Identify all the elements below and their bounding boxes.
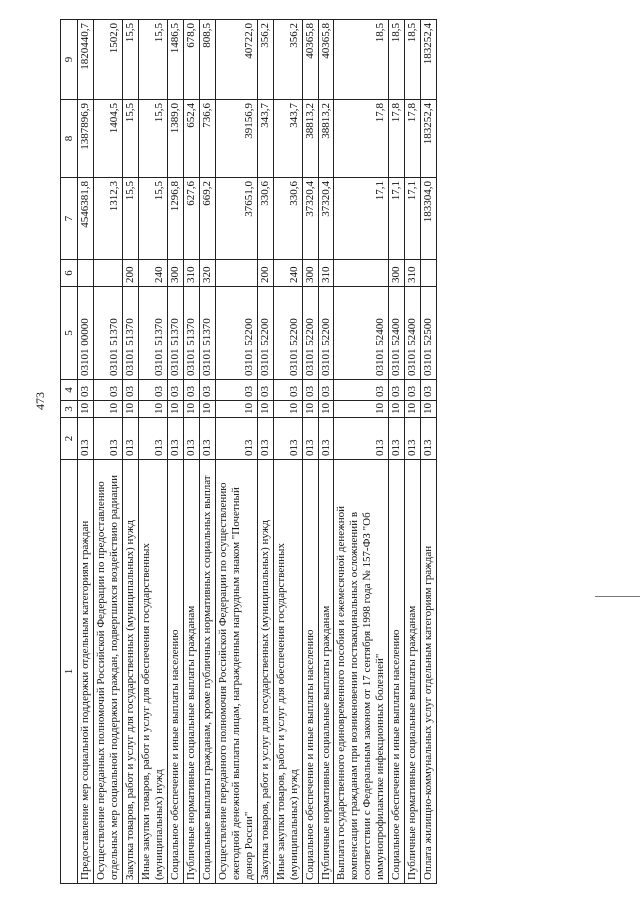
column-header: 3	[61, 401, 78, 418]
amount-year3-cell: 678,0	[183, 20, 199, 100]
subsection-cell: 03	[302, 380, 318, 401]
amount-year1-cell: 183304,0	[421, 178, 437, 260]
amount-year2-cell: 15,5	[122, 100, 138, 178]
ministry-code-cell: 013	[389, 418, 405, 460]
amount-year2-cell: 183252,4	[421, 100, 437, 178]
row-name-cell: Осуществление переданных полномочий Российской Федерации по предоставлению отдельных мер социальной поддержки граждан, подвергшихся воздействию радиации	[93, 460, 122, 884]
expense-type-cell: 300	[389, 260, 405, 287]
target-article-cell: 03101 52200	[318, 287, 334, 380]
row-name-cell: Осуществление переданного полномочия Российской Федерации по осуществлению ежегодной денежной выплаты лицам, награжденным нагрудным знаком "Почетный донор России"	[215, 460, 257, 884]
amount-year3-cell: 18,5	[405, 20, 421, 100]
section-cell: 10	[318, 401, 334, 418]
target-article-cell: 03101 52200	[273, 287, 302, 380]
section-cell: 10	[302, 401, 318, 418]
table-row	[421, 20, 437, 884]
subsection-cell: 03	[421, 380, 437, 401]
ministry-code-cell: 013	[257, 418, 273, 460]
section-cell: 10	[334, 401, 389, 418]
table-row	[167, 20, 183, 884]
ministry-code-cell: 013	[421, 418, 437, 460]
column-header: 2	[61, 418, 78, 460]
amount-year1-cell: 330,6	[257, 178, 273, 260]
amount-year2-cell: 1387896,9	[78, 100, 94, 178]
subsection-cell: 03	[334, 380, 389, 401]
table-row	[138, 20, 167, 884]
amount-year1-cell: 17,1	[389, 178, 405, 260]
target-article-cell: 03101 51370	[167, 287, 183, 380]
subsection-cell: 03	[167, 380, 183, 401]
table-row	[273, 20, 302, 884]
amount-year3-cell: 356,2	[273, 20, 302, 100]
table-row	[389, 20, 405, 884]
section-cell: 10	[122, 401, 138, 418]
section-cell: 10	[167, 401, 183, 418]
row-name-cell: Предоставление мер социальной поддержки отдельным категориям граждан	[78, 460, 94, 884]
ministry-code-cell: 013	[302, 418, 318, 460]
expense-type-cell	[334, 260, 389, 287]
amount-year2-cell: 343,7	[257, 100, 273, 178]
table-row	[183, 20, 199, 884]
expense-type-cell	[421, 260, 437, 287]
table-row	[93, 20, 122, 884]
rotated-page	[60, 20, 629, 884]
subsection-cell: 03	[273, 380, 302, 401]
column-header: 5	[61, 287, 78, 380]
amount-year2-cell: 17,8	[405, 100, 421, 178]
section-cell: 10	[138, 401, 167, 418]
subsection-cell: 03	[215, 380, 257, 401]
amount-year2-cell: 1389,0	[167, 100, 183, 178]
amount-year3-cell: 40365,8	[318, 20, 334, 100]
subsection-cell: 03	[78, 380, 94, 401]
ministry-code-cell: 013	[167, 418, 183, 460]
amount-year2-cell: 343,7	[273, 100, 302, 178]
expense-type-cell	[215, 260, 257, 287]
amount-year1-cell: 17,1	[334, 178, 389, 260]
expense-type-cell	[93, 260, 122, 287]
ministry-code-cell: 013	[93, 418, 122, 460]
table-row	[122, 20, 138, 884]
amount-year1-cell: 627,6	[183, 178, 199, 260]
column-header: 4	[61, 380, 78, 401]
ministry-code-cell: 013	[199, 418, 215, 460]
amount-year1-cell: 669,2	[199, 178, 215, 260]
row-name-cell: Закупка товаров, работ и услуг для государственных (муниципальных) нужд	[257, 460, 273, 884]
row-name-cell: Публичные нормативные социальные выплаты гражданам	[405, 460, 421, 884]
table-row	[78, 20, 94, 884]
section-cell: 10	[389, 401, 405, 418]
column-header: 6	[61, 260, 78, 287]
amount-year1-cell: 1312,3	[93, 178, 122, 260]
amount-year1-cell: 37651,0	[215, 178, 257, 260]
ministry-code-cell: 013	[138, 418, 167, 460]
amount-year2-cell: 15,5	[138, 100, 167, 178]
amount-year1-cell: 330,6	[273, 178, 302, 260]
section-cell: 10	[78, 401, 94, 418]
amount-year3-cell: 808,5	[199, 20, 215, 100]
expense-type-cell: 200	[257, 260, 273, 287]
section-cell: 10	[215, 401, 257, 418]
ministry-code-cell: 013	[405, 418, 421, 460]
expense-type-cell: 200	[122, 260, 138, 287]
row-name-cell: Публичные нормативные социальные выплаты гражданам	[183, 460, 199, 884]
expense-type-cell	[78, 260, 94, 287]
amount-year2-cell: 38813,2	[302, 100, 318, 178]
target-article-cell: 03101 52200	[215, 287, 257, 380]
expense-type-cell: 320	[199, 260, 215, 287]
ministry-code-cell: 013	[273, 418, 302, 460]
target-article-cell: 03101 51370	[183, 287, 199, 380]
row-name-cell: Закупка товаров, работ и услуг для государственных (муниципальных) нужд	[122, 460, 138, 884]
amount-year1-cell: 1296,8	[167, 178, 183, 260]
target-article-cell: 03101 52500	[421, 287, 437, 380]
target-article-cell: 03101 52400	[389, 287, 405, 380]
amount-year3-cell: 15,5	[138, 20, 167, 100]
amount-year2-cell: 1404,5	[93, 100, 122, 178]
subsection-cell: 03	[405, 380, 421, 401]
amount-year1-cell: 37320,4	[302, 178, 318, 260]
column-header-row	[61, 20, 78, 884]
table-row	[199, 20, 215, 884]
amount-year2-cell: 17,8	[334, 100, 389, 178]
subsection-cell: 03	[122, 380, 138, 401]
ministry-code-cell: 013	[318, 418, 334, 460]
section-cell: 10	[257, 401, 273, 418]
table-row	[257, 20, 273, 884]
ministry-code-cell: 013	[78, 418, 94, 460]
amount-year3-cell: 1820440,7	[78, 20, 94, 100]
subsection-cell: 03	[199, 380, 215, 401]
amount-year1-cell: 37320,4	[318, 178, 334, 260]
amount-year3-cell: 1502,0	[93, 20, 122, 100]
amount-year1-cell: 15,5	[138, 178, 167, 260]
amount-year3-cell: 1486,5	[167, 20, 183, 100]
subsection-cell: 03	[318, 380, 334, 401]
table-row	[334, 20, 389, 884]
subsection-cell: 03	[389, 380, 405, 401]
ministry-code-cell: 013	[334, 418, 389, 460]
expense-type-cell: 310	[183, 260, 199, 287]
expense-type-cell: 300	[167, 260, 183, 287]
row-name-cell: Социальное обеспечение и иные выплаты населению	[167, 460, 183, 884]
row-name-cell: Оплата жилищно-коммунальных услуг отдельным категориям граждан	[421, 460, 437, 884]
expense-type-cell: 240	[138, 260, 167, 287]
amount-year3-cell: 356,2	[257, 20, 273, 100]
section-cell: 10	[199, 401, 215, 418]
amount-year2-cell: 736,6	[199, 100, 215, 178]
row-name-cell: Иные закупки товаров, работ и услуг для обеспечения государственных (муниципальных) нужд	[138, 460, 167, 884]
amount-year3-cell: 18,5	[334, 20, 389, 100]
row-name-cell: Публичные нормативные социальные выплаты гражданам	[318, 460, 334, 884]
row-name-cell: Социальное обеспечение и иные выплаты населению	[389, 460, 405, 884]
target-article-cell: 03101 51370	[199, 287, 215, 380]
section-cell: 10	[273, 401, 302, 418]
row-name-cell: Социальные выплаты гражданам, кроме публичных нормативных социальных выплат	[199, 460, 215, 884]
amount-year3-cell: 15,5	[122, 20, 138, 100]
section-cell: 10	[93, 401, 122, 418]
target-article-cell: 03101 52400	[334, 287, 389, 380]
amount-year1-cell: 17,1	[405, 178, 421, 260]
table-row	[318, 20, 334, 884]
page-number: 473	[33, 392, 47, 410]
target-article-cell: 03101 51370	[122, 287, 138, 380]
amount-year3-cell: 18,5	[389, 20, 405, 100]
amount-year2-cell: 38813,2	[318, 100, 334, 178]
section-cell: 10	[183, 401, 199, 418]
amount-year3-cell: 40722,0	[215, 20, 257, 100]
amount-year2-cell: 17,8	[389, 100, 405, 178]
target-article-cell: 03101 51370	[138, 287, 167, 380]
target-article-cell: 03101 52200	[257, 287, 273, 380]
column-header: 7	[61, 178, 78, 260]
amount-year1-cell: 15,5	[122, 178, 138, 260]
amount-year3-cell: 183252,4	[421, 20, 437, 100]
table-row	[302, 20, 318, 884]
section-cell: 10	[405, 401, 421, 418]
table-row	[405, 20, 421, 884]
ministry-code-cell: 013	[183, 418, 199, 460]
section-cell: 10	[421, 401, 437, 418]
target-article-cell: 03101 00000	[78, 287, 94, 380]
budget-table	[60, 19, 437, 884]
row-name-cell: Социальное обеспечение и иные выплаты населению	[302, 460, 318, 884]
target-article-cell: 03101 52400	[405, 287, 421, 380]
table-row	[215, 20, 257, 884]
target-article-cell: 03101 52200	[302, 287, 318, 380]
column-header: 1	[61, 460, 78, 884]
row-name-cell: Иные закупки товаров, работ и услуг для обеспечения государственных (муниципальных) нужд	[273, 460, 302, 884]
expense-type-cell: 300	[302, 260, 318, 287]
target-article-cell: 03101 51370	[93, 287, 122, 380]
amount-year3-cell: 40365,8	[302, 20, 318, 100]
scan-artifact-line	[595, 596, 640, 597]
subsection-cell: 03	[183, 380, 199, 401]
row-name-cell: Выплата государственного единовременного пособия и ежемесячной денежной компенсации гражданам при возникновении поствакцинальных осложнений в соответствии с Федеральным законом от 17 сентября 1998 года № 157-ФЗ "Об иммунопрофилактике инфекционных болезней"	[334, 460, 389, 884]
amount-year1-cell: 4546381,8	[78, 178, 94, 260]
expense-type-cell: 310	[405, 260, 421, 287]
expense-type-cell: 240	[273, 260, 302, 287]
column-header: 9	[61, 20, 78, 100]
table-body	[78, 20, 437, 884]
amount-year2-cell: 39156,9	[215, 100, 257, 178]
subsection-cell: 03	[138, 380, 167, 401]
subsection-cell: 03	[93, 380, 122, 401]
ministry-code-cell: 013	[122, 418, 138, 460]
amount-year2-cell: 652,4	[183, 100, 199, 178]
expense-type-cell: 310	[318, 260, 334, 287]
subsection-cell: 03	[257, 380, 273, 401]
ministry-code-cell: 013	[215, 418, 257, 460]
column-header: 8	[61, 100, 78, 178]
